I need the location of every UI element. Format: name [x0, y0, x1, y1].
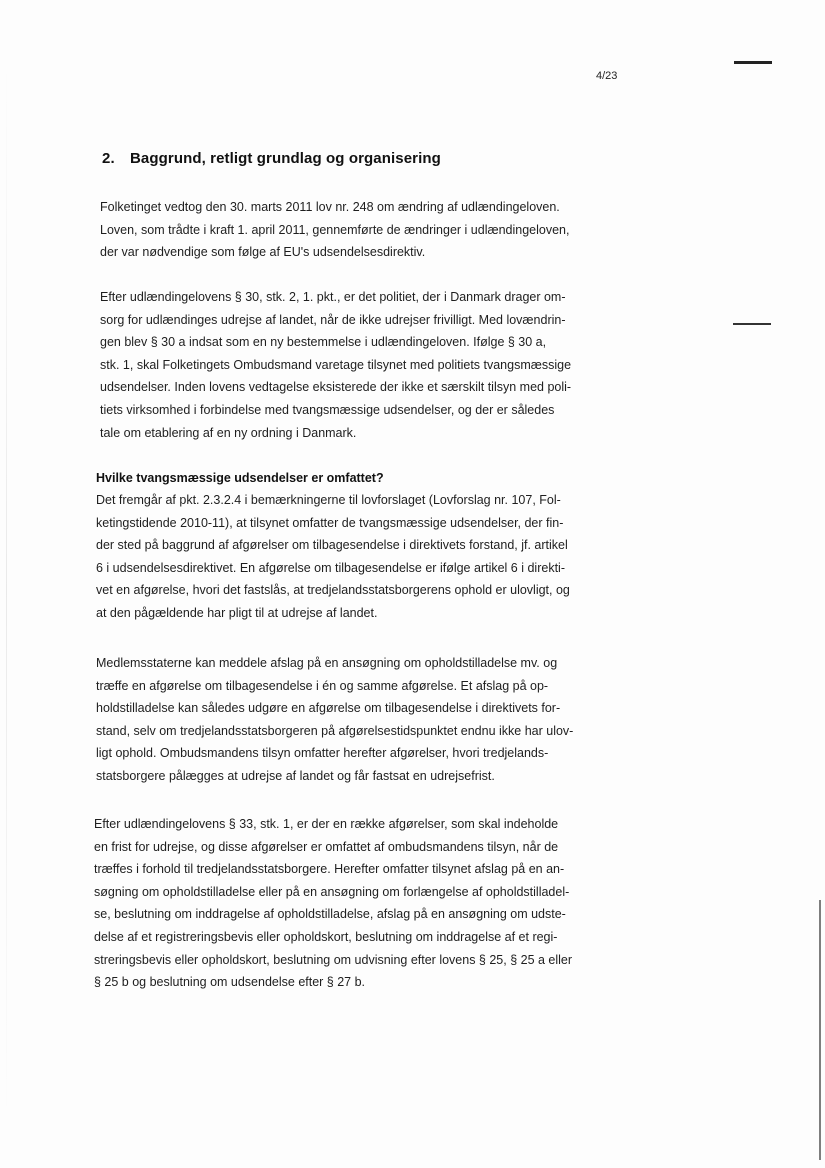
- section-title: Baggrund, retligt grundlag og organisering: [130, 150, 441, 167]
- paragraph-line: at den pågældende har pligt til at udrejse af landet.: [96, 605, 378, 620]
- paragraph-4: [96, 652, 596, 788]
- paragraph-line: holdstilladelse kan således udgøre en afgørelse om tilbagesendelse i direktivets for-: [96, 701, 561, 716]
- paragraph-line: ligt ophold. Ombudsmandens tilsyn omfatter herefter afgørelser, hvori tredjelands-: [96, 746, 549, 761]
- paragraph-line: der sted på baggrund af afgørelser om tilbagesendelse i direktivets forstand, jf. artikel: [96, 538, 568, 553]
- paragraph-line: stk. 1, skal Folketingets Ombudsmand varetage tilsynet med politiets tvangsmæssige: [100, 357, 572, 372]
- paragraph-line: Loven, som trådte i kraft 1. april 2011, gennemførte de ændringer i udlændingeloven,: [100, 222, 570, 237]
- paragraph-line: ketingstidende 2010-11), at tilsynet omfatter de tvangsmæssige udsendelser, der fin-: [96, 515, 564, 530]
- paragraph-line: § 25 b og beslutning om udsendelse efter § 27 b.: [94, 975, 366, 990]
- paragraph-line: udsendelser. Inden lovens vedtagelse eksisterede der ikke et særskilt tilsyn med poli-: [100, 380, 572, 395]
- paragraph-3: [96, 489, 596, 625]
- paragraph-line: søgning om opholdstilladelse eller på en ansøgning om forlængelse af opholdstilladel-: [94, 884, 570, 899]
- subheading: Hvilke tvangsmæssige udsendelser er omfattet?: [96, 471, 384, 485]
- paragraph-line: tale om etablering af en ny ordning i Danmark.: [100, 425, 357, 440]
- paragraph-line: træffe en afgørelse om tilbagesendelse i én og samme afgørelse. Et afslag på op-: [96, 678, 549, 693]
- paragraph-5: [94, 813, 594, 994]
- paragraph-line: vet en afgørelse, hvori det fastslås, at tredjelandsstatsborgerens ophold er ulovligt, og: [96, 583, 570, 598]
- paragraph-2: [100, 286, 600, 444]
- paragraph-line: træffes i forhold til tredjelandsstatsborgere. Herefter omfatter tilsynet afslag på en an-: [94, 862, 565, 877]
- paragraph-line: Folketinget vedtog den 30. marts 2011 lov nr. 248 om ændring af udlændingeloven.: [100, 200, 560, 214]
- paragraph-line: Efter udlændingelovens § 30, stk. 2, 1. pkt., er det politiet, der i Danmark drager om-: [100, 290, 566, 304]
- paragraph-line: Det fremgår af pkt. 2.3.2.4 i bemærkningerne til lovforslaget (Lovforslag nr. 107, Fol-: [96, 493, 561, 507]
- paragraph-line: der var nødvendige som følge af EU's udsendelsesdirektiv.: [100, 245, 426, 260]
- paragraph-line: tiets virksomhed i forbindelse med tvangsmæssige udsendelser, og der er således: [100, 402, 555, 417]
- paragraph-line: en frist for udrejse, og disse afgørelser er omfattet af ombudsmandens tilsyn, når de: [94, 839, 559, 854]
- paragraph-line: delse af et registreringsbevis eller opholdskort, beslutning om inddragelse af et regi-: [94, 929, 558, 944]
- paragraph-line: Medlemsstaterne kan meddele afslag på en ansøgning om opholdstilladelse mv. og: [96, 656, 558, 670]
- section-number: 2.: [102, 150, 115, 167]
- paragraph-line: statsborgere pålægges at udrejse af landet og får fastsat en udrejsefrist.: [96, 768, 495, 783]
- paragraph-line: Efter udlændingelovens § 33, stk. 1, er der en række afgørelser, som skal indeholde: [94, 817, 559, 831]
- paragraph-line: sorg for udlændinges udrejse af landet, når de ikke udrejser frivilligt. Med lovændrin-: [100, 312, 566, 327]
- scan-edge-right: [819, 900, 821, 1160]
- paragraph-line: stand, selv om tredjelandsstatsborgeren på afgørelsestidspunktet endnu ikke har ulov-: [96, 723, 574, 738]
- paragraph-line: 6 i udsendelsesdirektivet. En afgørelse om tilbagesendelse er ifølge artikel 6 i direkti-: [96, 560, 565, 575]
- margin-mark-top: [734, 61, 772, 64]
- paragraph-line: se, beslutning om inddragelse af opholdstilladelse, afslag på en ansøgning om udste-: [94, 907, 566, 922]
- paragraph-line: gen blev § 30 a indsat som en ny bestemmelse i udlændingeloven. Ifølge § 30 a,: [100, 335, 547, 350]
- section-heading: [102, 150, 441, 167]
- paragraph-1: [100, 196, 600, 264]
- paragraph-line: streringsbevis eller opholdskort, beslutning om udvisning efter lovens § 25, § 25 a eller: [94, 952, 573, 967]
- page-number: 4/23: [596, 70, 618, 82]
- margin-mark-middle: [733, 323, 771, 325]
- scan-edge-left: [6, 60, 7, 1120]
